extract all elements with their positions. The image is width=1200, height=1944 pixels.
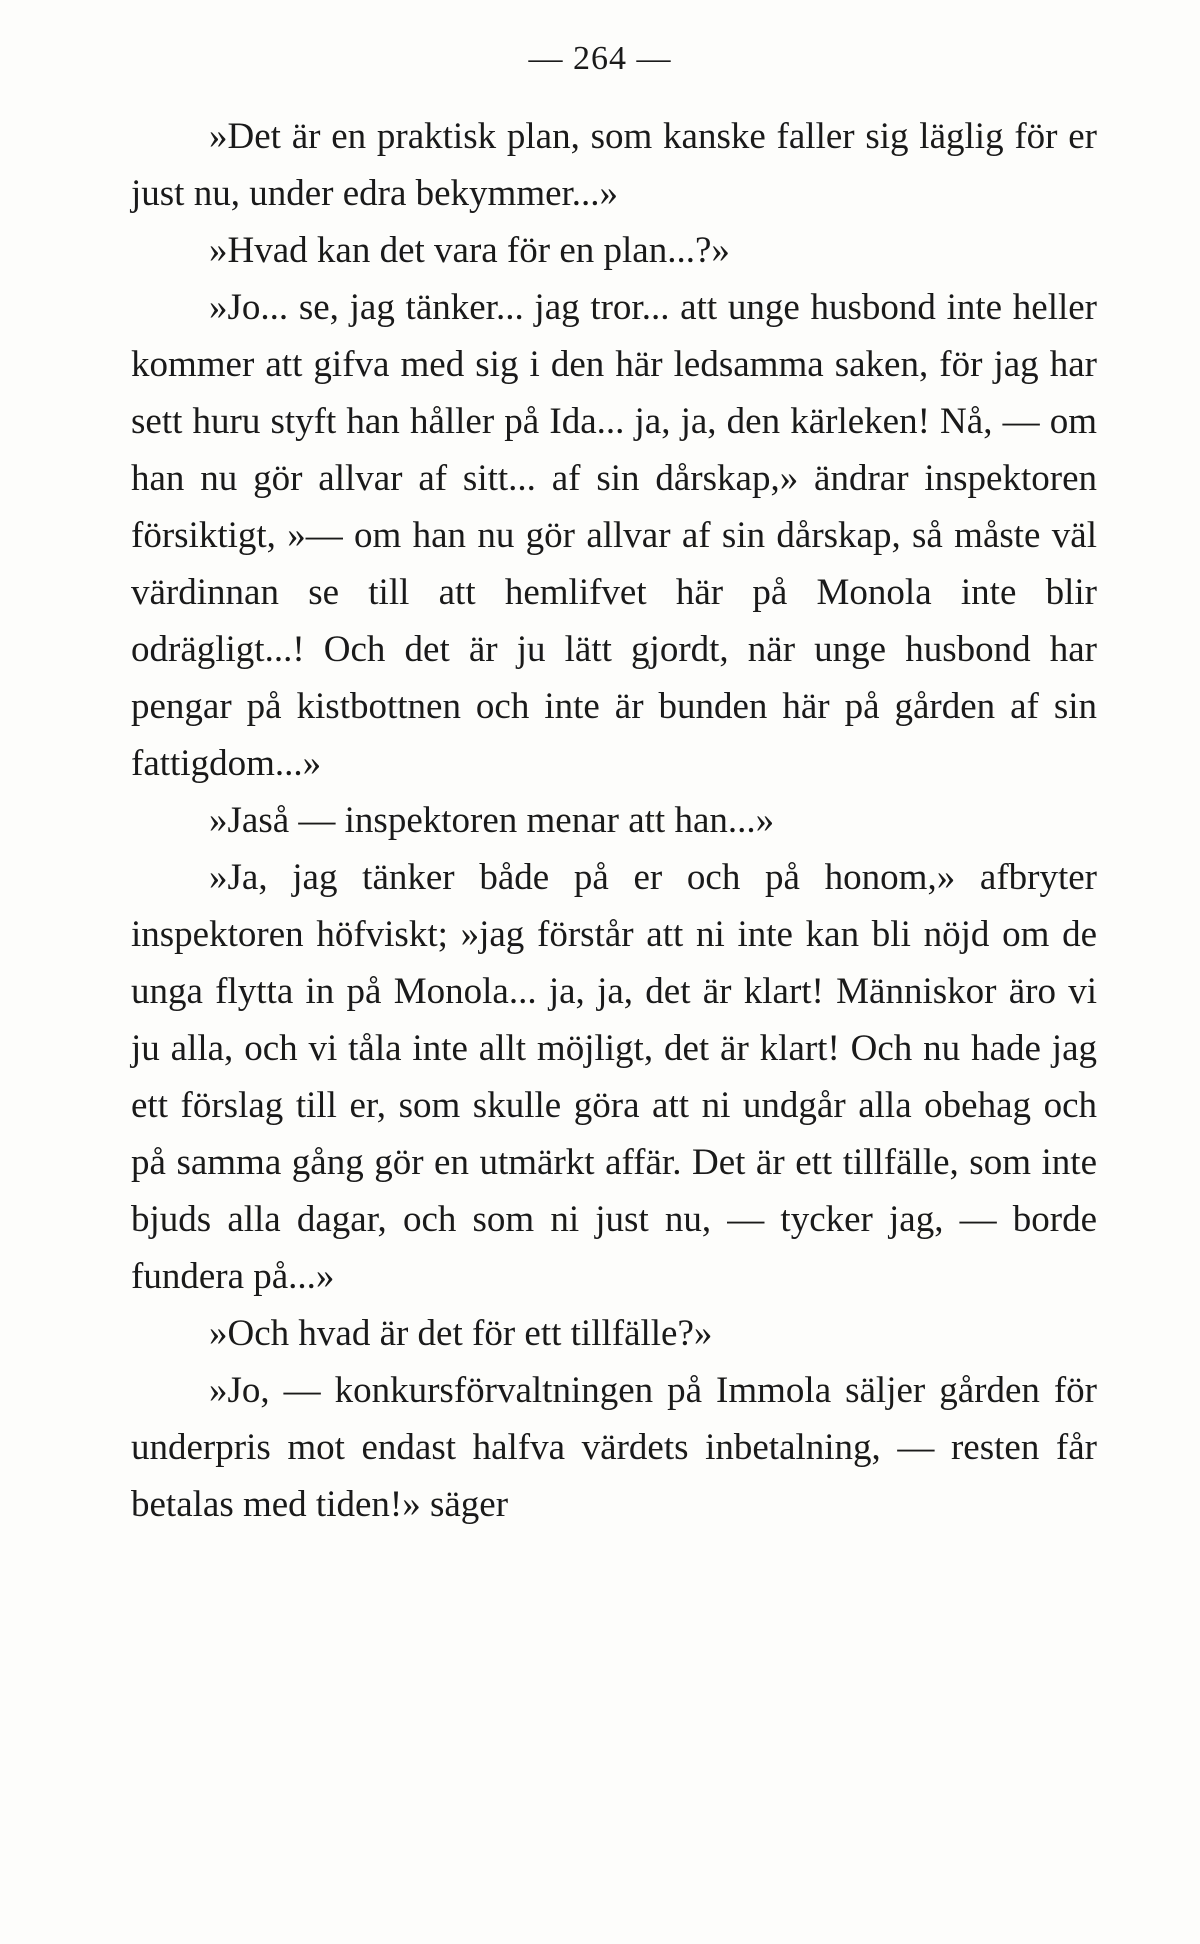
paragraph: »Ja, jag tänker både på er och på honom,» afbryter inspektoren höfviskt; »jag förstår att ni inte kan bli nöjd om de unga flytta in på Monola... ja, ja, det är klart! Människor äro vi ju alla, och vi tåla inte allt möjligt, det är klart! Och nu hade jag ett förslag till er, som skulle göra att ni undgår alla obehag och på samma gång gör en utmärkt affär. Det är ett tillfälle, som inte bjuds alla dagar, och som ni just nu, — tycker jag, — borde fundera på...»: [131, 857, 1097, 1297]
page-number: — 264 —: [528, 40, 672, 77]
paragraph: »Hvad kan det vara för en plan...?»: [209, 230, 730, 271]
paragraph: »Och hvad är det för ett tillfälle?»: [209, 1313, 713, 1354]
paragraph: »Jo, — konkursförvaltningen på Immola säljer gården för underpris mot endast halfva värdets inbetalning, — resten får betalas med tiden!» säger: [131, 1370, 1097, 1525]
paragraph: »Jo... se, jag tänker... jag tror... att unge husbond inte heller kommer att gifva med sig i den här ledsamma saken, för jag har sett huru styft han håller på Ida... ja, ja, den kärleken! Nå, — om han nu gör allvar af sitt... af sin dårskap,» ändrar inspektoren försiktigt, »— om han nu gör allvar af sin dårskap, så måste väl värdinnan se till att hemlifvet här på Monola inte blir odrägligt...! Och det är ju lätt gjordt, när unge husbond har pengar på kistbottnen och inte är bunden här på gården af sin fattigdom...»: [131, 287, 1097, 784]
paragraph: »Jaså — inspektoren menar att han...»: [209, 800, 775, 841]
body-text: [131, 108, 1097, 1533]
paragraph: »Det är en praktisk plan, som kanske faller sig läglig för er just nu, under edra bekymmer...»: [131, 116, 1097, 214]
